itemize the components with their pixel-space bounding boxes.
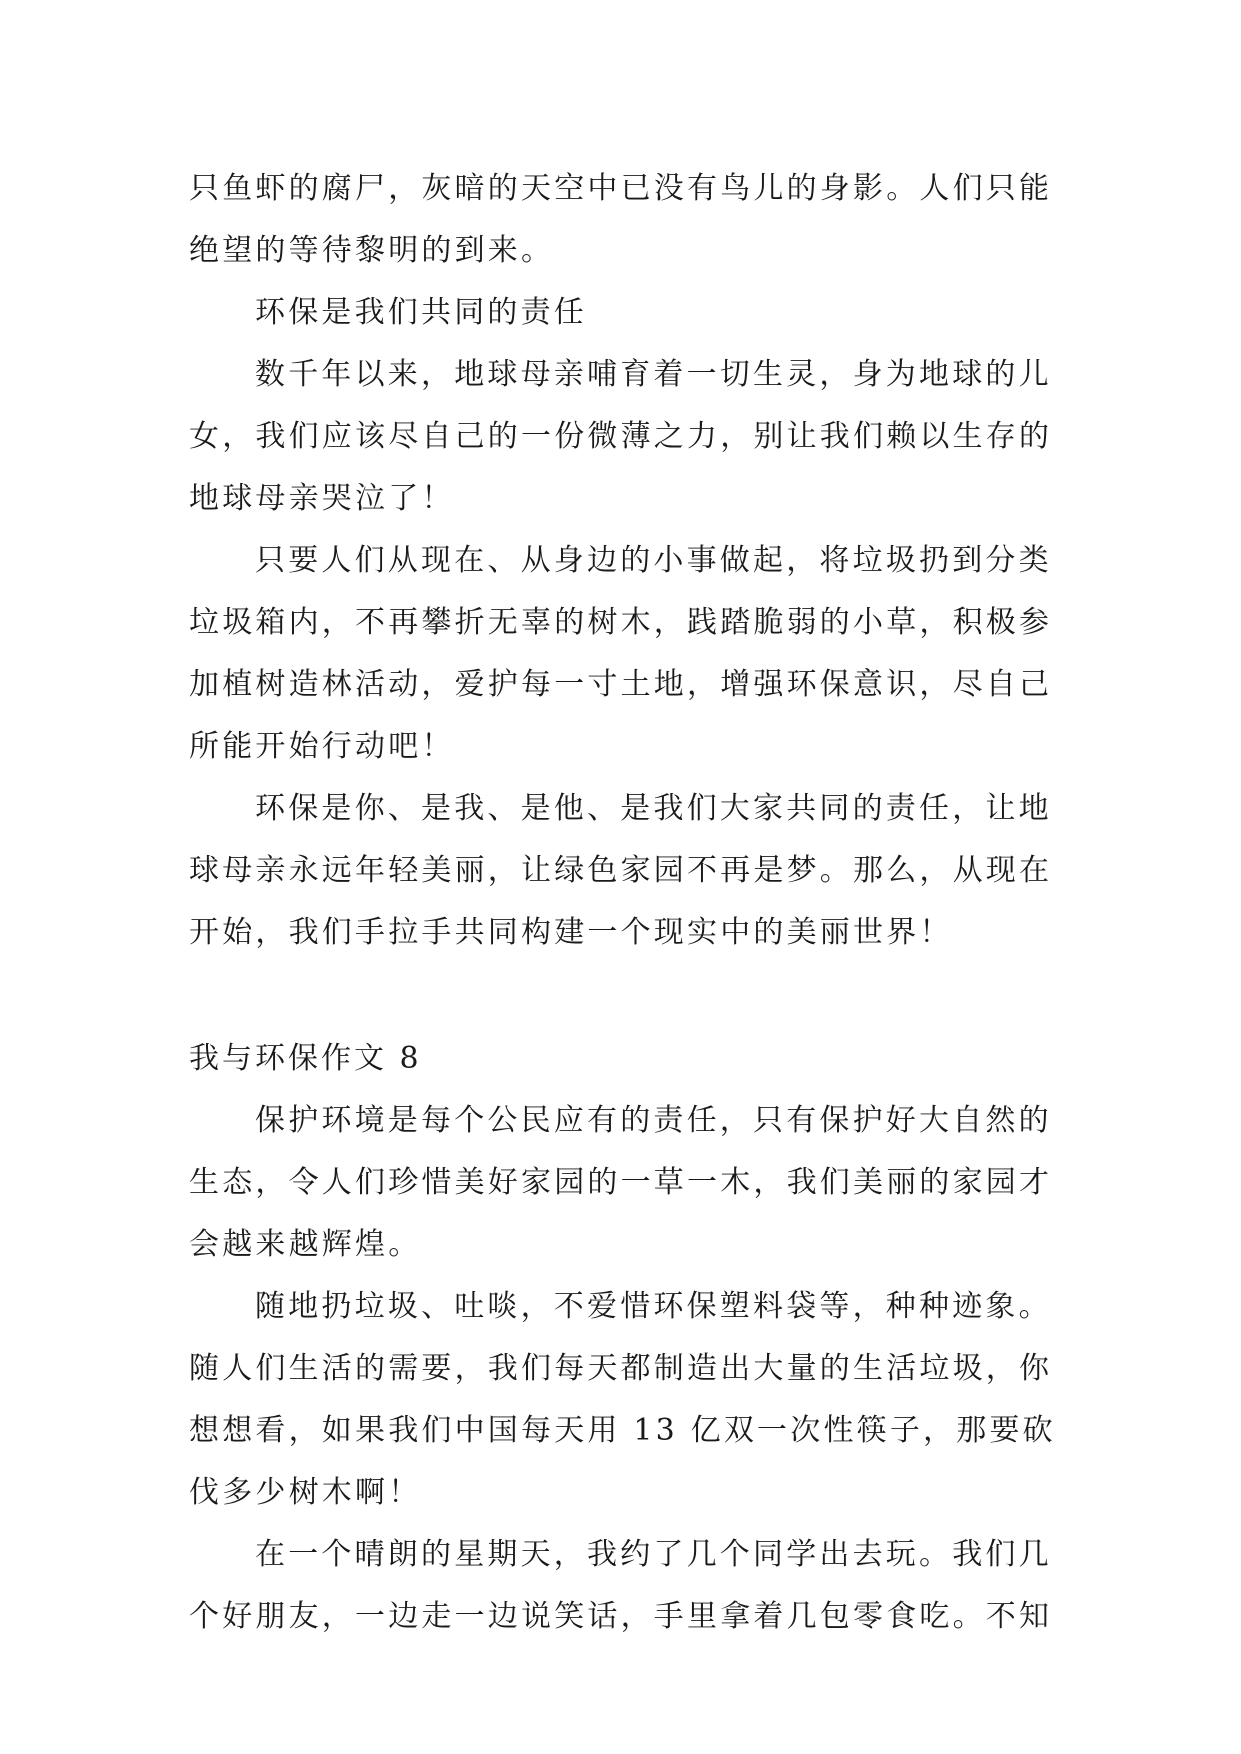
paragraph-line: 只要人们从现在、从身边的小事做起，将垃圾扔到分类 [255,543,1052,578]
text-line: 开始，我们手拉手共同构建一个现实中的美丽世界！ [189,915,953,950]
text-line: 女，我们应该尽自己的一份微薄之力，别让我们赖以生存的 [189,419,1053,454]
text-line: 伐多少树木啊！ [189,1475,422,1510]
document-body [189,158,1056,1648]
text-line: 加植树造林活动，爱护每一寸土地，增强环保意识，尽自己 [189,667,1053,702]
text-line: 绝望的等待黎明的到来。 [189,233,555,268]
paragraph-line: 数千年以来，地球母亲哺育着一切生灵，身为地球的儿 [255,357,1052,392]
essay-heading: 我与环保作文 8 [189,1041,422,1076]
text-line: 垃圾箱内，不再攀折无辜的树木，践踏脆弱的小草，积极参 [189,605,1053,640]
text-line: 个好朋友，一边走一边说笑话，手里拿着几包零食吃。不知 [189,1599,1053,1634]
paragraph-line: 环保是你、是我、是他、是我们大家共同的责任，让地 [255,791,1052,826]
text-line: 会越来越辉煌。 [189,1227,422,1262]
text-line: 随人们生活的需要，我们每天都制造出大量的生活垃圾，你 [189,1351,1053,1386]
text-line: 生态，令人们珍惜美好家园的一草一木，我们美丽的家园才 [189,1165,1053,1200]
paragraph-line: 在一个晴朗的星期天，我约了几个同学出去玩。我们几 [255,1537,1052,1572]
text-line: 所能开始行动吧！ [189,729,455,764]
section-spacer [189,964,1049,1028]
text-line: 只鱼虾的腐尸，灰暗的天空中已没有鸟儿的身影。人们只能 [189,171,1053,206]
text-line: 球母亲永远年轻美丽，让绿色家园不再是梦。那么，从现在 [189,853,1053,888]
text-line: 地球母亲哭泣了！ [189,481,455,516]
text-line: 想想看，如果我们中国每天用 13 亿双一次性筷子，那要砍 [189,1413,1056,1448]
paragraph-line: 保护环境是每个公民应有的责任，只有保护好大自然的 [255,1103,1052,1138]
paragraph-line: 随地扔垃圾、吐啖，不爱惜环保塑料袋等，种种迹象。 [255,1289,1052,1324]
section-subtitle: 环保是我们共同的责任 [255,295,587,330]
